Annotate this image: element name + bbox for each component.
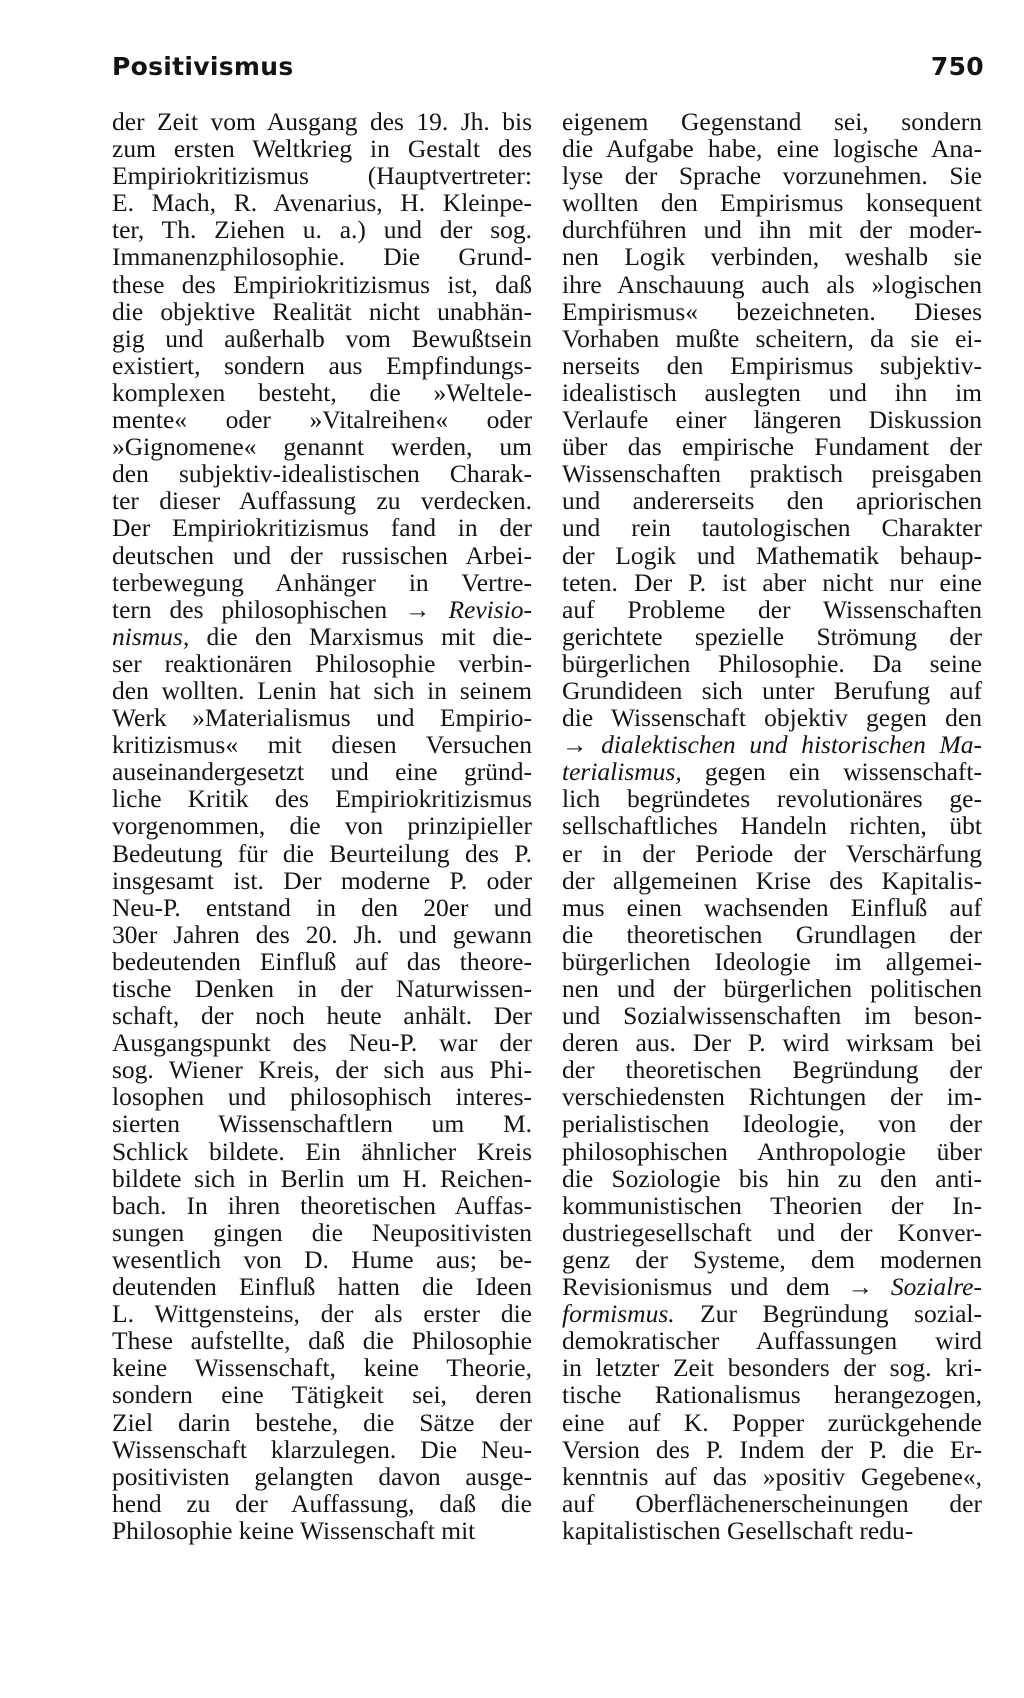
text-line (112, 514, 532, 541)
text-line (562, 216, 982, 243)
text-segment: Wissenschaften praktisch preisgaben (562, 459, 982, 489)
text-segment: E. Mach, R. Avenarius, H. Kleinpe- (112, 188, 532, 218)
text-line (112, 840, 532, 867)
text-segment: den wollten. Lenin hat sich in seinem (112, 675, 532, 705)
text-segment: Ziel darin bestehe, die Sätze der (112, 1407, 532, 1437)
text-segment: lich begründetes revolutionäres ge- (562, 784, 982, 814)
text-line (562, 975, 982, 1002)
text-segment: die Aufgabe habe, eine logische Ana- (562, 134, 982, 164)
text-segment: der allgemeinen Krise des Kapitalis- (562, 865, 982, 895)
text-line (562, 1165, 982, 1192)
text-segment: und rein tautologischen Charakter (562, 513, 982, 543)
text-line (112, 812, 532, 839)
text-line (112, 325, 532, 352)
text-segment: die theoretischen Grundlagen der (562, 919, 982, 949)
text-line (562, 487, 982, 514)
text-line (112, 1436, 532, 1463)
text-line (562, 379, 982, 406)
text-line (112, 1381, 532, 1408)
text-line (112, 650, 532, 677)
text-segment: Philosophie keine Wissenschaft mit (112, 1515, 476, 1545)
text-segment: eine auf K. Popper zurückgehende (562, 1407, 982, 1437)
text-segment: genz der Systeme, dem modernen (562, 1244, 982, 1274)
text-segment: These aufstellte, daß die Philosophie (112, 1326, 532, 1356)
text-line (112, 379, 532, 406)
text-segment: Bedeutung für die Beurteilung des P. (112, 838, 532, 868)
text-segment: perialistischen Ideologie, von der (562, 1109, 982, 1139)
text-segment: die Wissenschaft objektiv gegen den (562, 703, 982, 733)
text-segment: deutschen und der russischen Arbei- (112, 540, 532, 570)
text-line (562, 1490, 982, 1517)
text-line (112, 596, 532, 623)
text-line (562, 189, 982, 216)
text-segment: in letzter Zeit besonders der sog. kri- (562, 1353, 982, 1383)
text-line (112, 271, 532, 298)
page-header (112, 52, 984, 92)
running-head-title: Positivismus (112, 52, 294, 81)
text-segment: kritizismus« mit diesen Versuchen (112, 730, 532, 760)
text-segment: mus einen wachsenden Einfluß auf (562, 892, 982, 922)
text-segment: wollten den Empirismus konsequent (562, 188, 982, 218)
text-line (562, 867, 982, 894)
text-segment: die Soziologie bis hin zu den anti- (562, 1163, 982, 1193)
text-segment: er in der Periode der Verschärfung (562, 838, 982, 868)
text-segment: terbewegung Anhänger in Vertre- (112, 567, 532, 597)
cross-reference-term: Sozialre- (890, 1272, 982, 1302)
text-segment: bedeutenden Einfluß auf das theore- (112, 946, 532, 976)
text-line (112, 162, 532, 189)
text-column-left (112, 108, 532, 1544)
text-segment: deren aus. Der P. wird wirksam bei (562, 1028, 982, 1058)
text-segment: demokratischer Auffassungen wird (562, 1326, 982, 1356)
text-segment: → (562, 730, 602, 760)
text-segment: der Logik und Mathematik behaup- (562, 540, 982, 570)
text-segment: sierten Wissenschaftlern um M. (112, 1109, 532, 1139)
text-segment: gerichtete spezielle Strömung der (562, 621, 982, 651)
text-line (562, 704, 982, 731)
text-segment: sellschaftliches Handeln richten, übt (562, 811, 982, 841)
text-line (562, 352, 982, 379)
text-segment: sog. Wiener Kreis, der sich aus Phi- (112, 1055, 532, 1085)
text-line (562, 1381, 982, 1408)
text-segment: schaft, der noch heute anhält. Der (112, 1001, 532, 1031)
text-line (112, 433, 532, 460)
text-line (562, 948, 982, 975)
text-line (562, 1056, 982, 1083)
cross-reference-term: dialektischen und historischen Ma- (601, 730, 982, 760)
text-segment: und andererseits den apriorischen (562, 486, 982, 516)
text-segment: tern des philosophischen → (112, 594, 449, 624)
cross-reference-term: Revisio- (448, 594, 532, 624)
text-segment: existiert, sondern aus Empfindungs- (112, 350, 532, 380)
text-segment: deutenden Einfluß hatten die Ideen (112, 1272, 532, 1302)
text-segment: Immanenzphilosophie. Die Grund- (112, 242, 532, 272)
text-segment: mente« oder »Vitalreihen« oder (112, 405, 532, 435)
text-line (562, 1409, 982, 1436)
text-line (562, 569, 982, 596)
text-line (112, 487, 532, 514)
cross-reference-term: formismus. (562, 1299, 675, 1329)
text-segment: Wissenschaft klarzulegen. Die Neu- (112, 1434, 532, 1464)
text-line (562, 542, 982, 569)
text-segment: losophen und philosophisch interes- (112, 1082, 532, 1112)
text-line (112, 623, 532, 650)
text-segment: philosophischen Anthropologie über (562, 1136, 982, 1166)
text-line (562, 894, 982, 921)
text-segment: bildete sich in Berlin um H. Reichen- (112, 1163, 532, 1193)
text-segment: insgesamt ist. Der moderne P. oder (112, 865, 532, 895)
text-line (112, 1490, 532, 1517)
text-segment: tische Rationalismus herangezogen, (562, 1380, 982, 1410)
text-line (112, 243, 532, 270)
text-segment: den subjektiv-idealistischen Charak- (112, 459, 532, 489)
text-line (112, 1327, 532, 1354)
text-segment: nen Logik verbinden, weshalb sie (562, 242, 982, 272)
text-line (562, 596, 982, 623)
text-line (562, 1273, 982, 1300)
text-line (112, 406, 532, 433)
text-segment: bürgerlichen Ideologie im allgemei- (562, 946, 982, 976)
text-line (112, 785, 532, 812)
text-segment: Schlick bildete. Ein ähnlicher Kreis (112, 1136, 532, 1166)
text-segment: die den Marxismus mit die- (189, 621, 532, 651)
text-segment: nerseits den Empirismus subjektiv- (562, 350, 982, 380)
text-line (562, 921, 982, 948)
text-segment: 30er Jahren des 20. Jh. und gewann (112, 919, 532, 949)
text-segment: durchführen und ihn mit der moder- (562, 215, 982, 245)
cross-reference-term: terialismus, (562, 757, 682, 787)
text-segment: Revisionismus und dem → (562, 1272, 891, 1302)
text-segment: Empiriokritizismus (Hauptvertreter: (112, 161, 532, 191)
text-line (562, 135, 982, 162)
text-line (112, 216, 532, 243)
text-line (112, 758, 532, 785)
text-segment: kommunistischen Theorien der In- (562, 1190, 982, 1220)
text-line (562, 460, 982, 487)
text-line (562, 758, 982, 785)
text-segment: Grundideen sich unter Berufung auf (562, 675, 982, 705)
text-segment: sondern eine Tätigkeit sei, deren (112, 1380, 532, 1410)
text-line (112, 1409, 532, 1436)
text-segment: »Gignomene« genannt werden, um (112, 432, 532, 462)
text-line (562, 1300, 982, 1327)
text-line (112, 731, 532, 758)
text-line (562, 1192, 982, 1219)
text-segment: nen und der bürgerlichen politischen (562, 974, 982, 1003)
text-segment: Version des P. Indem der P. die Er- (562, 1434, 982, 1464)
text-segment: L. Wittgensteins, der als erster die (112, 1299, 532, 1329)
text-segment: der Zeit vom Ausgang des 19. Jh. bis (112, 107, 532, 136)
page-number: 750 (930, 52, 984, 81)
text-segment: kenntnis auf das »positiv Gegebene«, (562, 1461, 982, 1491)
text-segment: dustriegesellschaft und der Konver- (562, 1217, 982, 1247)
text-line (112, 677, 532, 704)
text-line (562, 1436, 982, 1463)
text-segment: bach. In ihren theoretischen Auffas- (112, 1190, 532, 1220)
text-line (112, 1300, 532, 1327)
text-line (562, 433, 982, 460)
text-segment: die objektive Realität nicht unabhän- (112, 296, 532, 326)
cross-reference-term: nismus, (112, 621, 190, 651)
text-segment: Zur Begründung sozial- (674, 1299, 982, 1329)
text-segment: ihre Anschauung auch als »logischen (562, 269, 982, 299)
text-segment: verschiedensten Richtungen der im- (562, 1082, 982, 1112)
text-segment: vorgenommen, die von prinzipieller (112, 811, 532, 841)
text-line (562, 785, 982, 812)
text-line (112, 867, 532, 894)
text-line (112, 569, 532, 596)
text-line (112, 1273, 532, 1300)
text-segment: und Sozialwissenschaften im beson- (562, 1001, 982, 1031)
text-line (112, 189, 532, 216)
text-segment: gig und außerhalb vom Bewußtsein (112, 323, 532, 353)
text-segment: Werk »Materialismus und Empirio- (112, 703, 532, 733)
text-segment: tische Denken in der Naturwissen- (112, 974, 532, 1003)
text-line (562, 243, 982, 270)
text-line (112, 1219, 532, 1246)
text-segment: sungen gingen die Neupositivisten (112, 1217, 532, 1247)
text-line (112, 1517, 532, 1544)
text-line (112, 1110, 532, 1137)
text-segment: wesentlich von D. Hume aus; be- (112, 1244, 532, 1274)
text-line (112, 298, 532, 325)
text-segment: eigenem Gegenstand sei, sondern (562, 107, 982, 136)
text-line (112, 1246, 532, 1273)
text-line (562, 1083, 982, 1110)
text-line (112, 1138, 532, 1165)
text-segment: hend zu der Auffassung, daß die (112, 1488, 532, 1518)
text-line (562, 1327, 982, 1354)
text-line (562, 1138, 982, 1165)
text-segment: Neu-P. entstand in den 20er und (112, 892, 532, 922)
text-line (562, 1002, 982, 1029)
text-line (112, 108, 532, 135)
text-column-right (562, 108, 982, 1544)
text-line (112, 135, 532, 162)
text-segment: these des Empiriokritizismus ist, daß (112, 269, 532, 299)
text-line (562, 1517, 982, 1544)
text-segment: über das empirische Fundament der (562, 432, 982, 462)
text-line (112, 948, 532, 975)
text-line (112, 894, 532, 921)
text-line (112, 1002, 532, 1029)
text-line (562, 623, 982, 650)
text-line (562, 1029, 982, 1056)
text-line (112, 1354, 532, 1381)
text-line (562, 1219, 982, 1246)
text-line (562, 1354, 982, 1381)
text-segment: Empirismus« bezeichneten. Dieses (562, 296, 982, 326)
text-line (562, 162, 982, 189)
text-line (112, 1056, 532, 1083)
text-segment: komplexen besteht, die »Weltele- (112, 377, 532, 407)
text-segment: lyse der Sprache vorzunehmen. Sie (562, 161, 982, 191)
text-line (112, 460, 532, 487)
text-segment: ser reaktionären Philosophie verbin- (112, 648, 532, 678)
text-segment: auseinandergesetzt und eine gründ- (112, 757, 532, 787)
text-line (112, 1083, 532, 1110)
text-line (562, 812, 982, 839)
text-segment: bürgerlichen Philosophie. Da seine (562, 648, 982, 678)
text-line (112, 921, 532, 948)
text-segment: teten. Der P. ist aber nicht nur eine (562, 567, 982, 597)
text-segment: kapitalistischen Gesellschaft redu- (562, 1515, 914, 1545)
text-segment: Ausgangspunkt des Neu-P. war der (112, 1028, 532, 1058)
text-line (562, 108, 982, 135)
text-line (562, 1246, 982, 1273)
text-segment: idealistisch auslegten und ihn im (562, 377, 982, 407)
text-line (562, 1463, 982, 1490)
text-line (112, 542, 532, 569)
text-segment: keine Wissenschaft, keine Theorie, (112, 1353, 532, 1383)
text-line (112, 1165, 532, 1192)
text-line (562, 325, 982, 352)
text-segment: gegen ein wissenschaft- (681, 757, 982, 787)
text-line (562, 298, 982, 325)
text-line (562, 731, 982, 758)
text-line (112, 1463, 532, 1490)
text-segment: auf Oberflächenerscheinungen der (562, 1488, 982, 1518)
text-line (112, 1029, 532, 1056)
text-segment: ter dieser Auffassung zu verdecken. (112, 486, 532, 516)
text-line (562, 406, 982, 433)
text-line (112, 704, 532, 731)
text-segment: der theoretischen Begründung der (562, 1055, 982, 1085)
text-segment: Der Empiriokritizismus fand in der (112, 513, 532, 543)
text-segment: zum ersten Weltkrieg in Gestalt des (112, 134, 532, 164)
text-line (112, 352, 532, 379)
text-segment: positivisten gelangten davon ausge- (112, 1461, 532, 1491)
text-line (562, 677, 982, 704)
text-segment: Verlaufe einer längeren Diskussion (562, 405, 982, 435)
text-line (562, 514, 982, 541)
text-line (562, 840, 982, 867)
text-line (112, 975, 532, 1002)
text-line (562, 271, 982, 298)
text-segment: liche Kritik des Empiriokritizismus (112, 784, 532, 814)
text-line (562, 650, 982, 677)
text-segment: ter, Th. Ziehen u. a.) und der sog. (112, 215, 532, 245)
text-line (112, 1192, 532, 1219)
text-line (562, 1110, 982, 1137)
text-segment: Vorhaben mußte scheitern, da sie ei- (562, 323, 982, 353)
text-segment: auf Probleme der Wissenschaften (562, 594, 982, 624)
